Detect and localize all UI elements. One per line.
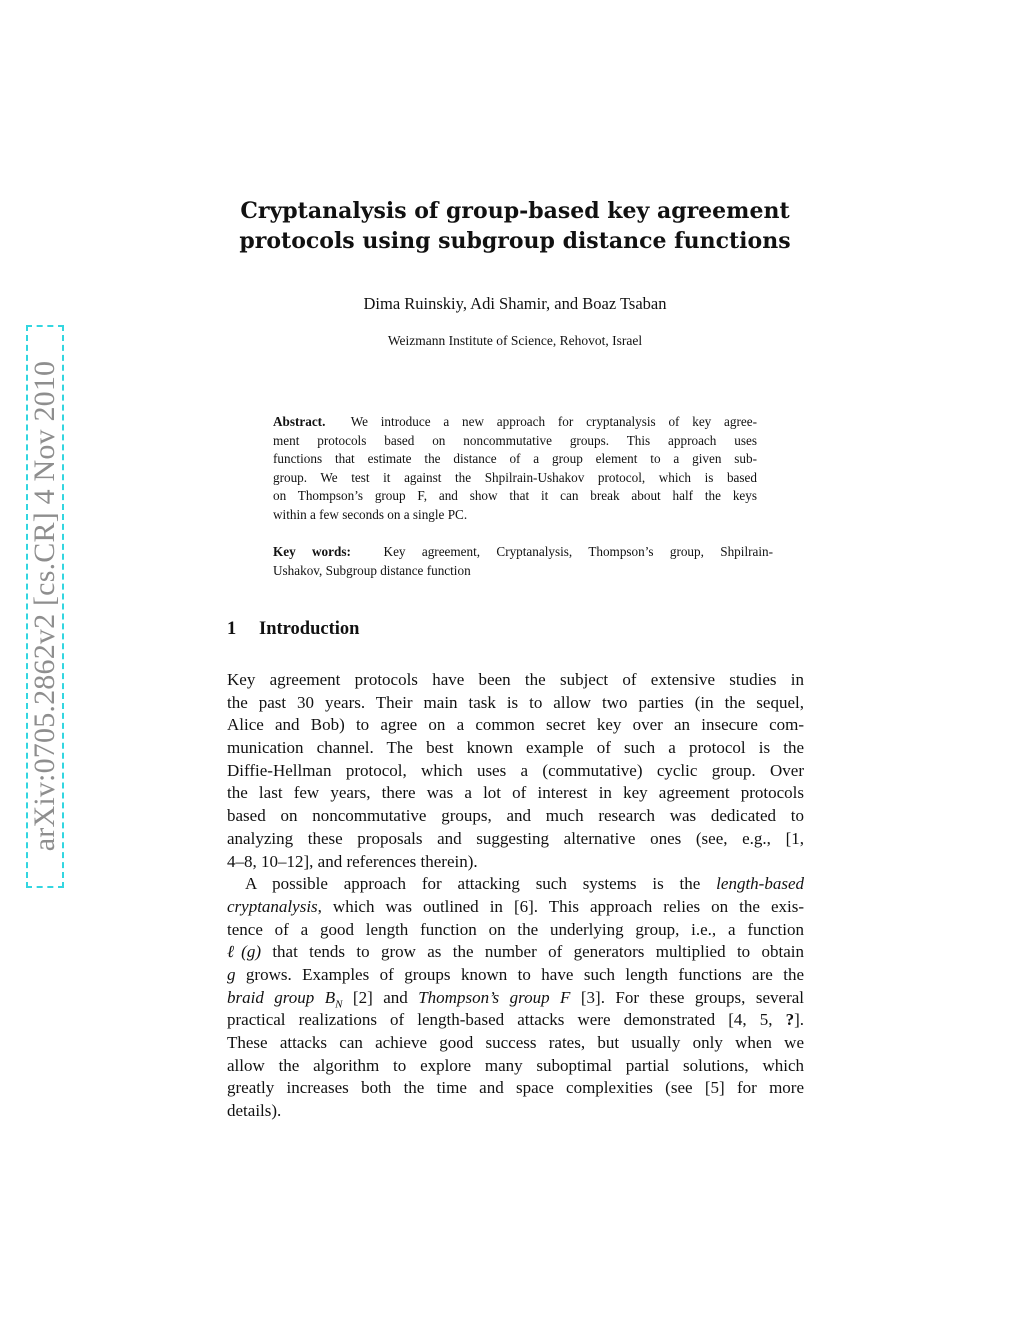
text-line: analyzing these proposals and suggesting alternative ones (see, e.g., [1, [227, 828, 804, 848]
text-line: 4–8, 10–12], and references therein). [227, 851, 478, 871]
abstract [273, 413, 757, 525]
authors: Dima Ruinskiy, Adi Shamir, and Boaz Tsaban [363, 294, 667, 313]
text-line: details). [227, 1101, 282, 1121]
keywords [273, 543, 773, 580]
text-line: based on noncommutative groups, and much research was dedicated to [227, 806, 804, 826]
keywords-label: Key words: [273, 544, 351, 559]
text-line: A possible approach for attacking such systems is the length-based [245, 874, 804, 894]
affiliation: Weizmann Institute of Science, Rehovot, Israel [387, 333, 643, 348]
title-line-2: protocols using subgroup distance functions [239, 228, 791, 254]
arxiv-identifier: arXiv:0705.2862v2 [cs.CR] 4 Nov 2010 [28, 360, 61, 852]
abstract-line: within a few seconds on a single PC. [273, 506, 468, 522]
text-line: the past 30 years. Their main task is to allow two parties (in the sequel, [227, 692, 804, 712]
text-line: practical realizations of length-based attacks were demonstrated [4, 5, ?]. [227, 1010, 804, 1030]
text-line: These attacks can achieve good success rates, but usually only when we [227, 1033, 804, 1052]
abstract-label: Abstract. [273, 414, 326, 429]
text-line: cryptanalysis, which was outlined in [6]. This approach relies on the exis- [227, 896, 804, 916]
text-line: greatly increases both the time and space complexities (see [5] for more [227, 1078, 804, 1098]
section-title: Introduction [259, 619, 360, 639]
paper-title [180, 196, 850, 256]
text-line: Diffie-Hellman protocol, which uses a (commutative) cyclic group. Over [227, 760, 804, 780]
title-line-1: Cryptanalysis of group-based key agreement [240, 198, 790, 224]
abstract-line: on Thompson’s group F, and show that it can break about half the keys [273, 488, 757, 504]
text-line: the last few years, there was a lot of interest in key agreement protocols [227, 783, 804, 803]
abstract-line: group. We test it against the Shpilrain-Ushakov protocol, which is based [273, 469, 757, 485]
paragraph-2 [227, 873, 804, 1123]
text-line: Key agreement protocols have been the subject of extensive studies in [227, 670, 804, 689]
abstract-line: Abstract. We introduce a new approach for cryptanalysis of key agree- [273, 414, 757, 429]
text-line: g grows. Examples of groups known to have such length functions are the [227, 964, 804, 984]
text-line: tence of a good length function on the underlying group, i.e., a function [227, 919, 804, 939]
text-line: munication channel. The best known example of such a protocol is the [227, 738, 804, 758]
body-text [227, 669, 804, 1123]
text-line: allow the algorithm to explore many suboptimal partial solutions, which [227, 1055, 804, 1075]
text-line: Alice and Bob) to agree on a common secret key over an insecure com- [227, 715, 804, 735]
abstract-line: functions that estimate the distance of a group element to a given sub- [273, 451, 757, 467]
section-heading [227, 619, 359, 640]
text-line: braid group $B_N$ [2] and Thompson’s group F [3]. For these groups, several [227, 987, 804, 1011]
paragraph-1 [227, 669, 804, 873]
section-number: 1 [227, 619, 237, 639]
abstract-line: ment protocols based on noncommutative groups. This approach uses [273, 432, 757, 448]
keywords-line: Ushakov, Subgroup distance function [273, 562, 471, 578]
text-line: ℓ(g) that tends to grow as the number of generators multiplied to obtain [227, 942, 804, 962]
keywords-line: Key words: Key agreement, Cryptanalysis, Thompson’s group, Shpilrain- [273, 544, 773, 559]
